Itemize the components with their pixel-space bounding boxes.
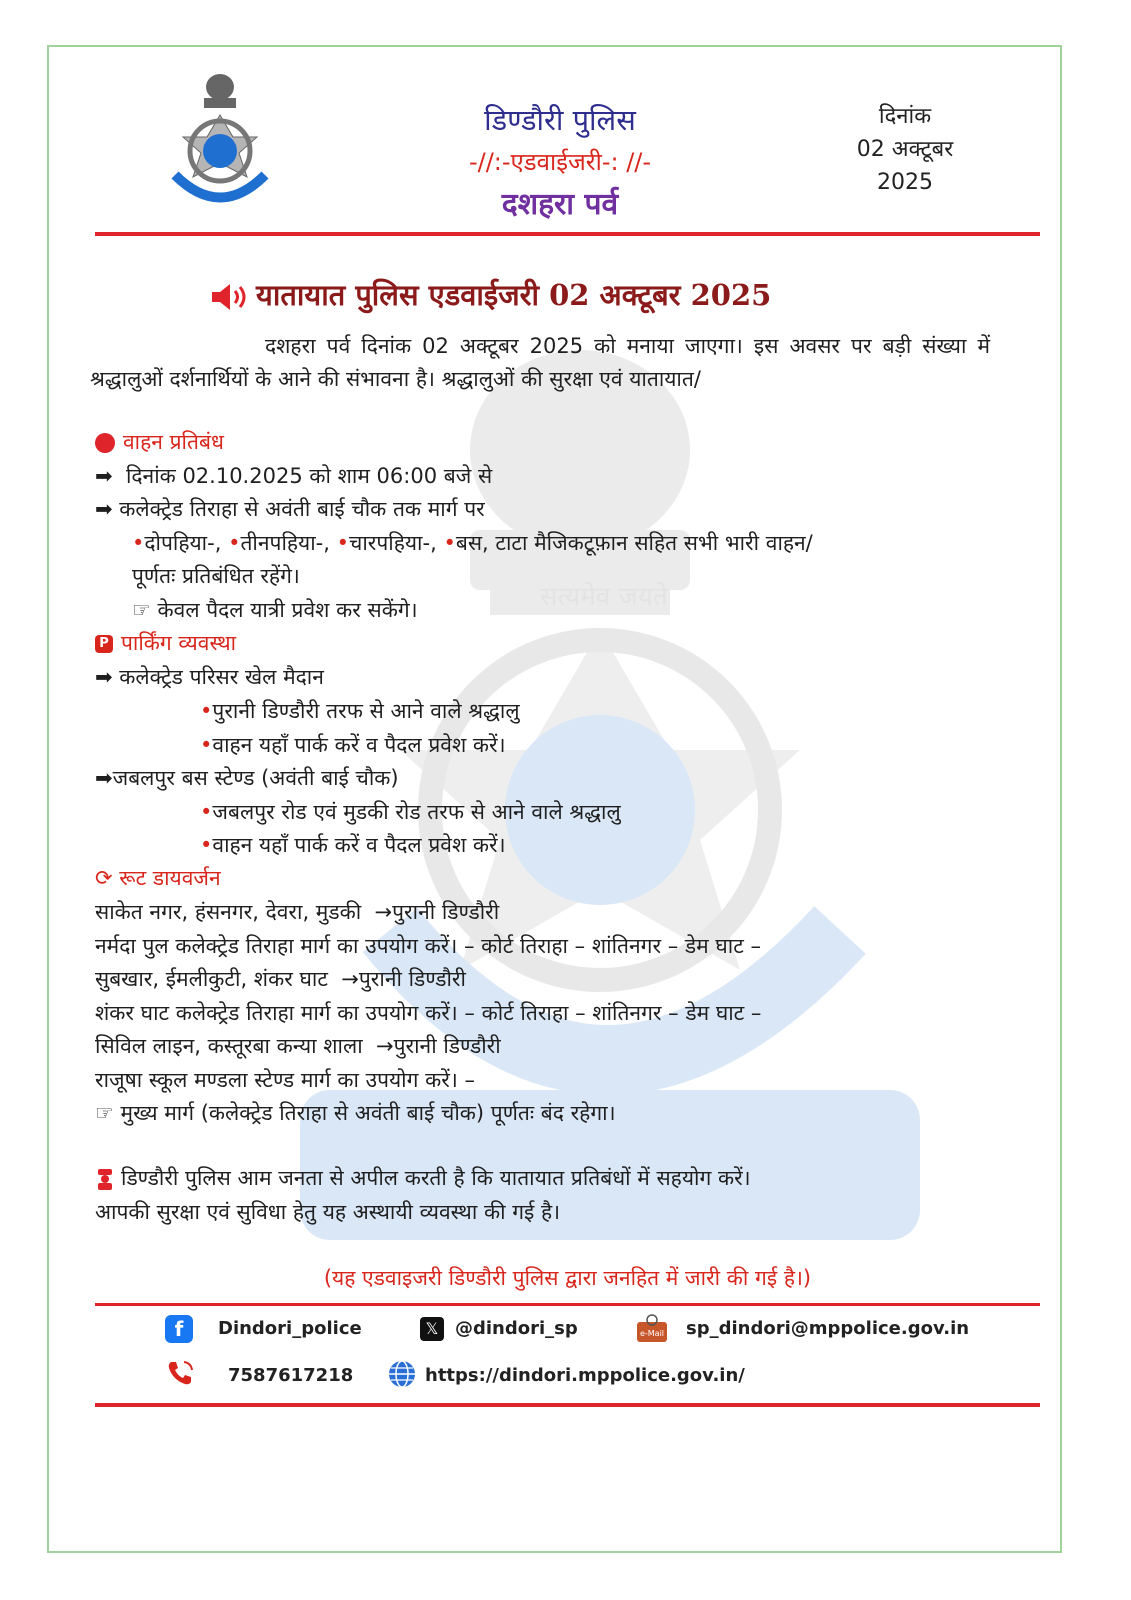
pointing-hand-icon: ☞ (132, 598, 158, 622)
route-1-path: नर्मदा पुल कलेक्ट्रेड तिराहा मार्ग का उपयोग करें। – कोर्ट तिराहा – शांतिनगर – डेम घाट – (95, 934, 761, 958)
route-2-from: सुबखार, ईमलीकुटी, शंकर घाट →पुरानी डिण्डौरी (95, 967, 466, 991)
advisory-heading (210, 275, 890, 314)
footer-divider-top (95, 1303, 1040, 1306)
globe-icon (387, 1359, 417, 1389)
header-date (830, 100, 980, 199)
header-advisory: -//:-एडवाईजरी-: //- (468, 148, 652, 176)
website-link[interactable]: https://dindori.mppolice.gov.in/ (425, 1365, 745, 1386)
header-divider (95, 232, 1040, 236)
arrow-icon: ➡ (95, 464, 126, 488)
route-icon: ⟳ (95, 866, 120, 890)
parking-spot-1: ➡ कलेक्ट्रेड परिसर खेल मैदान (95, 665, 324, 689)
parking-spot-1-a: •पुरानी डिण्डौरी तरफ से आने वाले श्रद्धालु (200, 699, 520, 723)
route-3-from: सिविल लाइन, कस्तूरबा कन्या शाला →पुरानी डिण्डौरी (95, 1034, 501, 1058)
vehicle-two-wheeler: दोपहिया-, (144, 531, 222, 555)
stop-icon (95, 433, 115, 453)
facebook-icon: f (165, 1315, 193, 1343)
restriction-line-1: ➡ दिनांक 02.10.2025 को शाम 06:00 बजे से (95, 464, 493, 488)
appeal-line-1: डिण्डौरी पुलिस आम जनता से अपील करती है कि यातायात प्रतिबंधों में सहयोग करें। (95, 1164, 751, 1192)
issued-note: (यह एडवाइजरी डिण्डौरी पुलिस द्वारा जनहित में जारी की गई है।) (323, 1266, 812, 1290)
phone-number[interactable]: 7587617218 (228, 1365, 354, 1386)
arrow-icon: ➡ (95, 665, 120, 689)
parking-spot-1-b: •वाहन यहाँ पार्क करें व पैदल प्रवेश करें। (200, 733, 506, 757)
email-icon (636, 1314, 668, 1344)
date-label: दिनांक (878, 104, 932, 129)
vehicle-four-wheeler: चारपहिया-, (349, 531, 437, 555)
header-title: डिण्डौरी पुलिस (484, 103, 636, 137)
police-officer-icon (95, 1168, 115, 1190)
parking-spot-2-b: •वाहन यहाँ पार्क करें व पैदल प्रवेश करें। (200, 833, 506, 857)
intro-paragraph: दशहरा पर्व दिनांक 02 अक्टूबर 2025 को मनाया जाएगा। इस अवसर पर बड़ी संख्या में श्रद्धालुओं दर्शनार्थियों के आने की संभावना है। श्रद्धालुओं की सुरक्षा एवं यातायात/ (90, 334, 990, 391)
route-1-from: साकेत नगर, हंसनगर, देवरा, मुडकी →पुरानी डिण्डौरी (95, 900, 500, 924)
parking-icon: P (95, 635, 113, 653)
pointing-hand-icon: ☞ (95, 1101, 121, 1125)
arrow-icon: ➡ (95, 766, 113, 790)
parking-spot-2-a: •जबलपुर रोड एवं मुडकी रोड तरफ से आने वाले श्रद्धालु (200, 800, 621, 824)
phone-icon (165, 1358, 195, 1388)
restriction-line-4: पूर्णतः प्रतिबंधित रहेंगे। (132, 564, 300, 588)
parking-spot-2: ➡जबलपुर बस स्टेण्ड (अवंती बाई चौक) (95, 766, 399, 790)
twitter-handle[interactable]: @dindori_sp (455, 1318, 578, 1339)
x-twitter-icon: 𝕏 (420, 1317, 444, 1341)
footer-divider-bottom (95, 1403, 1040, 1407)
appeal-line-2: आपकी सुरक्षा एवं सुविधा हेतु यह अस्थायी व्यवस्था की गई है। (95, 1200, 561, 1224)
facebook-handle[interactable]: Dindori_police (218, 1318, 362, 1339)
email-icon-label: e-Mail (639, 1329, 665, 1338)
email-address[interactable]: sp_dindori@mppolice.gov.in (686, 1318, 970, 1339)
header-festival: दशहरा पर्व (501, 187, 619, 222)
date-year: 2025 (877, 170, 933, 195)
mp-police-emblem (155, 65, 285, 225)
advisory-heading-text: यातायात पुलिस एडवाईजरी 02 अक्टूबर 2025 (256, 278, 772, 312)
diversion-title: ⟳ रूट डायवर्जन (95, 866, 221, 890)
vehicle-restriction-title: वाहन प्रतिबंध (95, 428, 224, 456)
parking-title: P पार्किंग व्यवस्था (95, 629, 236, 657)
restriction-line-5: ☞ केवल पैदल यात्री प्रवेश कर सकेंगे। (132, 598, 418, 622)
restriction-line-2: ➡ कलेक्ट्रेड तिराहा से अवंती बाई चौक तक मार्ग पर (95, 497, 485, 521)
route-3-path: राजूषा स्कूल मण्डला स्टेण्ड मार्ग का उपयोग करें। – (95, 1068, 475, 1092)
main-road-closure: ☞ मुख्य मार्ग (कलेक्ट्रेड तिराहा से अवंती बाई चौक) पूर्णतः बंद रहेगा। (95, 1101, 616, 1125)
date-value: 02 अक्टूबर (856, 137, 954, 162)
speaker-icon (210, 282, 250, 312)
vehicle-three-wheeler: तीनपहिया-, (240, 531, 330, 555)
arrow-icon: ➡ (95, 497, 120, 521)
watermark-motto: सत्यमेव जयते (540, 582, 668, 612)
route-2-path: शंकर घाट कलेक्ट्रेड तिराहा मार्ग का उपयोग करें। – कोर्ट तिराहा – शांतिनगर – डेम घाट – (95, 1001, 762, 1025)
vehicle-heavy: बस, टाटा मैजिकटूफ़ान सहित सभी भारी वाहन/ (455, 531, 813, 555)
restricted-vehicles: •दोपहिया-, •तीनपहिया-, •चारपहिया-, •बस, टाटा मैजिकटूफ़ान सहित सभी भारी वाहन/ (132, 531, 813, 555)
